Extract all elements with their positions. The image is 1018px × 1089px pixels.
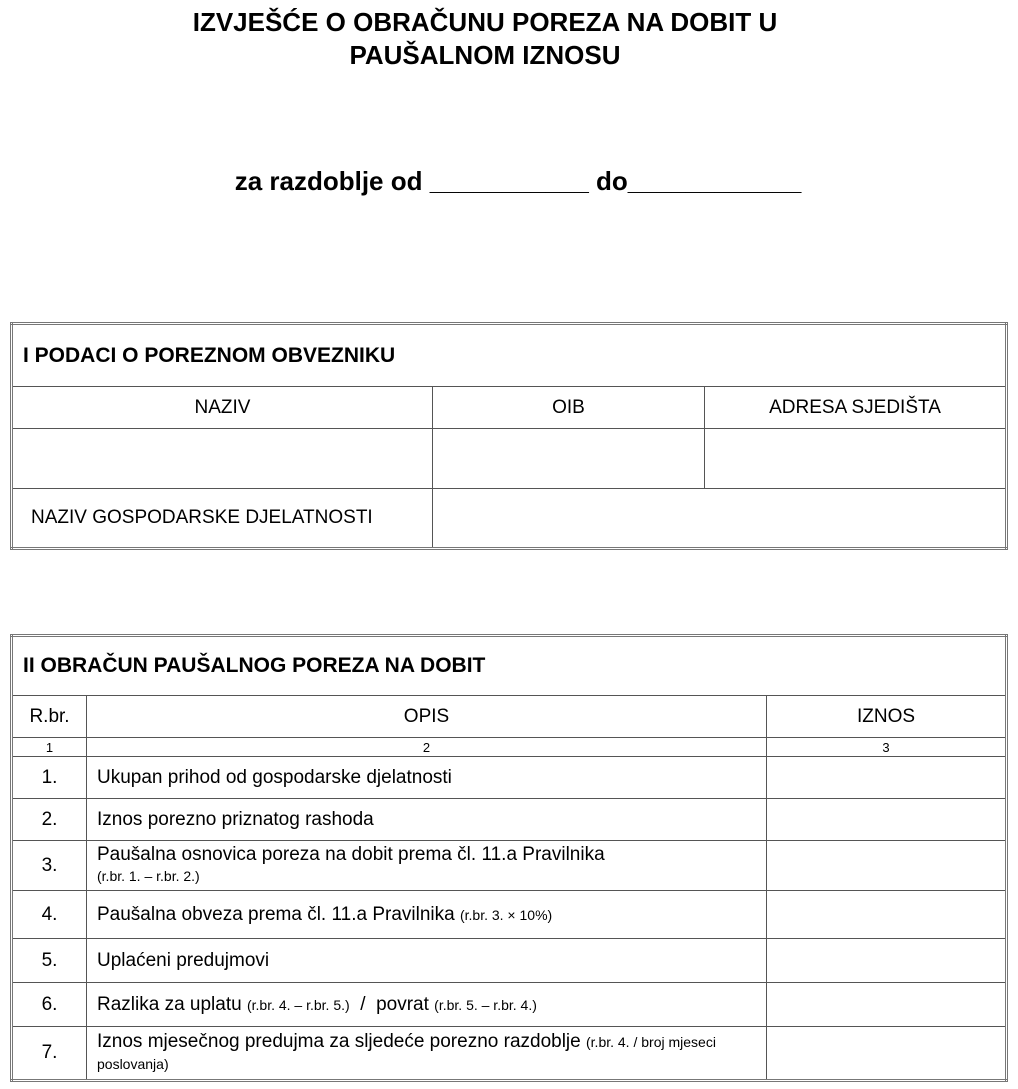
table-row — [12, 891, 1007, 939]
row-text: Razlika za uplatu — [97, 993, 247, 1015]
row-description: Ukupan prihod od gospodarske djelatnosti — [87, 757, 767, 799]
amount-field[interactable] — [767, 939, 1007, 983]
section-2-heading: II OBRAČUN PAUŠALNOG POREZA NA DOBIT — [12, 636, 1007, 696]
amount-field[interactable] — [767, 841, 1007, 891]
col-opis: OPIS — [87, 696, 767, 738]
row-note-2: (r.br. 5. – r.br. 4.) — [434, 996, 537, 1013]
row-note: (r.br. 1. – r.br. 2.) — [97, 868, 200, 884]
row-text: Paušalna obveza prema čl. 11.a Pravilnika — [97, 903, 460, 925]
row-text: Paušalna osnovica poreza na dobit prema čl. 11.a Pravilnika — [97, 844, 605, 865]
col-number-2: 2 — [87, 738, 767, 757]
row-number: 1. — [12, 757, 87, 799]
row-number: 2. — [12, 799, 87, 841]
calculation-table — [10, 634, 1008, 1082]
table-row — [12, 1027, 1007, 1081]
section-1-heading: I PODACI O POREZNOM OBVEZNIKU — [12, 324, 1007, 387]
title-line-1: IZVJEŠĆE O OBRAČUNU POREZA NA DOBIT U — [192, 7, 778, 37]
table-row — [12, 799, 1007, 841]
row-description: Iznos porezno priznatog rashoda — [87, 799, 767, 841]
adresa-field[interactable] — [705, 429, 1007, 489]
table-row — [12, 841, 1007, 891]
amount-field[interactable] — [767, 983, 1007, 1027]
document-title — [0, 6, 970, 72]
col-iznos: IZNOS — [767, 696, 1007, 738]
row-text-2: / povrat — [349, 993, 435, 1015]
row-note: (r.br. 4. – r.br. 5.) — [246, 996, 350, 1013]
col-rbr: R.br. — [12, 696, 87, 738]
row-note: (r.br. 4. / broj mjeseci poslovanja) — [97, 1034, 716, 1072]
activity-field[interactable] — [433, 489, 1007, 549]
row-number: 4. — [12, 891, 87, 939]
row-description — [87, 891, 767, 939]
naziv-field[interactable] — [12, 429, 433, 489]
col-number-3: 3 — [767, 738, 1007, 757]
activity-label: NAZIV GOSPODARSKE DJELATNOSTI — [12, 489, 433, 549]
row-number: 6. — [12, 983, 87, 1027]
table-row — [12, 757, 1007, 799]
oib-field[interactable] — [433, 429, 705, 489]
col-oib: OIB — [433, 387, 705, 429]
col-number-1: 1 — [12, 738, 87, 757]
amount-field[interactable] — [767, 891, 1007, 939]
col-adresa: ADRESA SJEDIŠTA — [705, 387, 1007, 429]
table-row — [12, 983, 1007, 1027]
row-note: (r.br. 3. × 10%) — [459, 906, 553, 923]
row-description — [87, 841, 767, 891]
row-number: 5. — [12, 939, 87, 983]
row-number: 3. — [12, 841, 87, 891]
table-row — [12, 939, 1007, 983]
col-naziv: NAZIV — [12, 387, 433, 429]
row-description — [87, 983, 767, 1027]
amount-field[interactable] — [767, 1027, 1007, 1081]
taxpayer-data-table — [10, 322, 1008, 550]
row-number: 7. — [12, 1027, 87, 1081]
row-text: Iznos mjesečnog predujma za sljedeće porezno razdoblje — [97, 1031, 586, 1052]
period-line: za razdoblje od ___________ do____________ — [234, 166, 802, 196]
row-description: Uplaćeni predujmovi — [87, 939, 767, 983]
row-description — [87, 1027, 767, 1081]
title-line-2: PAUŠALNOM IZNOSU — [349, 40, 621, 70]
amount-field[interactable] — [767, 757, 1007, 799]
amount-field[interactable] — [767, 799, 1007, 841]
